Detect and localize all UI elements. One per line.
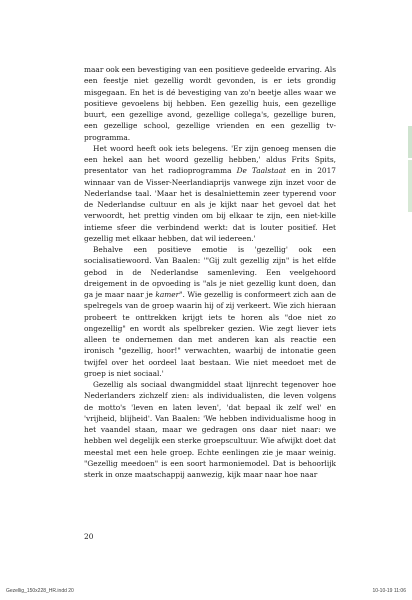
print-slug-timestamp: 10-10-19 11:06 [372,588,406,594]
paragraph-3-text-b: ". Wie gezellig is conformeert zich aan de spelregels van de groep waarin hij of zij verkeert. Wie zich hieraan probeert te onttrekken krijgt iets te horen als "doe niet zo ongezellig" en wordt als spelbreker gezien. Wie zegt liever iets alleen te ondernemen dan met anderen kan als reactie een ironisch "gezellig, hoor!" verwachten, waarbij de intonatie geen twijfel over het oordeel laat bestaan. Wie niet meedoet met de groep is niet sociaal.' [84,290,336,378]
paragraph-2-text-b: en in 2017 winnaar van de Visser-Neerlandiaprijs vanwege zijn inzet voor de Nederlandse taal. 'Maar het is desalniettemin zeer typerend voor de Nederlandse cultuur en als je kijkt naar het gevoel dat het verwoordt, het prettig vinden om bij elkaar te zijn, een niet-kille intieme sfeer die verbindend werkt: dat is louter positief. Het gezellig met elkaar hebben, dat wil iedereen.' [84,166,336,243]
paragraph-2-text-a: Het woord heeft ook iets belegens. 'Er zijn genoeg mensen die een hekel aan het woord gezellig hebben,' aldus Frits Spits, presentator van het radioprogramma [84,143,336,176]
chapter-tab-marker-lower [408,160,412,212]
paragraph-3-text-a: Behalve een positieve emotie is 'gezellig' ook een socialisatiewoord. Van Baalen: '"Gij zult gezellig zijn" is het elfde gebod in de Nederlandse samenleving. Een veelgehoord dreigement in de opvoeding is "als je niet gezellig kunt doen, dan ga je maar naar je [84,245,336,299]
body-text [84,64,336,480]
paragraph-1: maar ook een bevestiging van een positieve gedeelde ervaring. Als een feestje niet gezellig wordt gevonden, is er iets grondig misgegaan. En het is dé bevestiging van zo'n beetje alles waar we positieve gevoelens bij hebben. Een gezellig huis, een gezellige buurt, een gezellige avond, gezellige collega's, gezellige buren, een gezellige school, gezellige vrienden en een gezellig tv-programma. [84,65,336,142]
page-number: 20 [84,532,94,541]
radio-program-title: De Taalstaat [236,166,286,176]
paragraph-3 [84,244,336,379]
print-slug-file: Gezellig_150x228_HR.indd 20 [6,588,74,594]
paragraph-4: Gezellig als sociaal dwangmiddel staat lijnrecht tegenover hoe Nederlanders zichzelf zien: als individualisten, die leven volgens de motto's 'leven en laten leven', 'dat bepaal ik zelf wel' en 'vrijheid, blijheid'. Van Baalen: 'We hebben individualisme hoog in het vaandel staan, maar we gedragen ons daar niet naar: we hebben wel degelijk een sterke groepscultuur. Wie afwijkt doet dat meestal met een hele groep. Echte eenlingen zie je maar weinig. "Gezellig meedoen" is een soort harmoniemodel. Dat is behoorlijk sterk in onze maatschappij aanwezig, kijk maar naar hoe naar [84,380,336,479]
paragraph-2 [84,143,336,244]
chapter-tab-marker [408,126,412,158]
print-slug [6,588,406,594]
paragraph-3-emphasis: kamer [155,290,180,299]
